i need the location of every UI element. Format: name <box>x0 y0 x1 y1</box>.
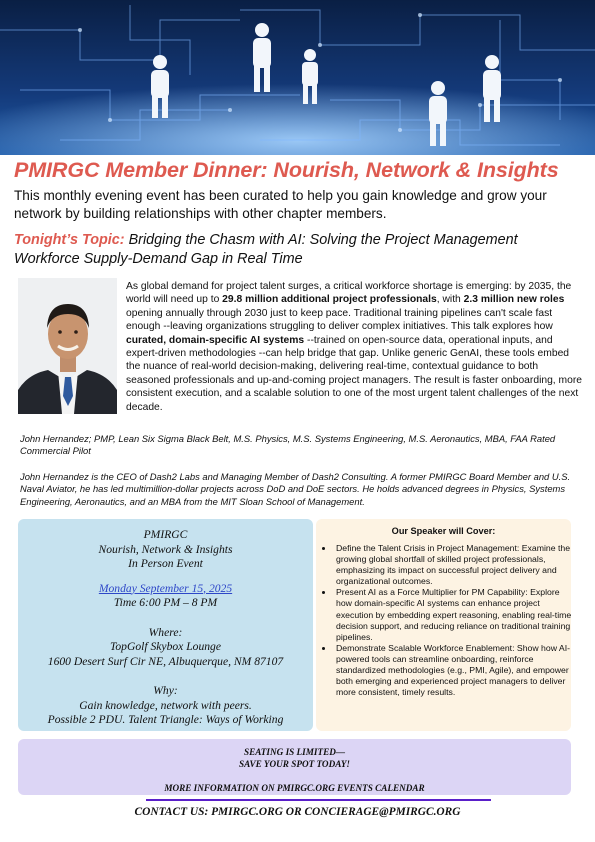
speaker-credentials: John Hernandez; PMP, Lean Six Sigma Black Belt, M.S. Physics, M.S. Systems Engineering, M.S. Aeronautics, MBA, FAA Rated Commercial Pilot <box>20 433 556 457</box>
abstract-text-1: As global demand for project talent surges, a critical workforce shortage is emerging: by 2035, the world will need up to <box>126 281 572 306</box>
circuit-board-figurines-illustration <box>0 0 595 155</box>
seating-notice-box <box>18 739 571 795</box>
topic-label: Tonight’s Topic: <box>14 232 125 248</box>
talk-topic <box>14 231 586 269</box>
event-date-link[interactable]: Monday September 15, 2025 <box>98 581 233 595</box>
abstract-highlight-1: 29.8 million additional project professionals <box>222 294 437 306</box>
topic-text: Bridging the Chasm with AI: Solving the Project Management Workforce Supply-Demand Gap in Real Time <box>14 232 518 267</box>
abstract-highlight-2: 2.3 million new roles <box>463 294 565 306</box>
speaker-photo <box>18 278 117 414</box>
event-address: 1600 Desert Surf Cir NE, Albuquerque, NM 87107 <box>47 654 284 668</box>
event-name: Nourish, Network & Insights <box>98 542 233 556</box>
abstract-highlight-3: curated, domain-specific AI systems <box>126 334 305 346</box>
speaker-topics-list <box>322 543 574 698</box>
event-details-box <box>18 519 313 731</box>
event-venue: TopGolf Skybox Lounge <box>110 640 221 653</box>
speaker-bio: John Hernandez is the CEO of Dash2 Labs and Managing Member of Dash2 Consulting. A former PMIRGC Board Member and U.S. Naval Aviator, he has led multimillion-dollar projects across DoD and DoE sectors. He holds advanced degrees in Physics, Systems Engineering, Aeronautics, and an MBA from the MIT Sloan School of Management. <box>20 471 571 507</box>
talk-abstract <box>126 280 582 414</box>
speaker-topics-heading: Our Speaker will Cover: <box>391 526 496 536</box>
event-type: In Person Event <box>128 557 203 570</box>
more-info-link[interactable]: MORE INFORMATION ON PMIRGC.ORG EVENTS CALENDAR <box>164 783 425 793</box>
event-pdu: Possible 2 PDU. Talent Triangle: Ways of Working <box>47 713 284 726</box>
abstract-text-3: opening annually through 2030 just to keep pace. Traditional training pipelines can't scale fast enough --leaving organizations struggling to deliver complex initiatives. This talk explores how <box>126 307 553 333</box>
list-item: • Demonstrate Scalable Workforce Enablement: Show how AI-powered tools can streamline onboarding, reinforce standardized methodologies (e.g., PMI, Agile), and empower both emerging and experienced project managers to deliver more consistent, timely results. <box>334 643 574 698</box>
divider-line <box>146 799 491 801</box>
seating-line-2: SAVE YOUR SPOT TODAY! <box>238 758 351 769</box>
event-why: Gain knowledge, network with peers. <box>79 698 252 712</box>
abstract-text-2: , with <box>436 294 464 306</box>
event-title: PMIRGC Member Dinner: Nourish, Network & Insights <box>14 158 559 182</box>
event-org: PMIRGC <box>143 528 188 541</box>
event-time: Time 6:00 PM – 8 PM <box>113 596 218 609</box>
list-item: • Present AI as a Force Multiplier for PM Capability: Explore how domain-specific AI systems can enhance project execution by embedding expert reasoning, enabling real-time decision support, and reducing reliance on traditional training pipelines. <box>334 587 574 642</box>
seating-message <box>18 747 571 770</box>
speaker-topics-box <box>316 519 571 731</box>
contact-info[interactable]: CONTACT US: PMIRGC.ORG OR CONCIERAGE@PMIRGC.ORG <box>134 806 461 818</box>
why-label: Why: <box>153 684 178 697</box>
abstract-text-4: --trained on open-source data, operational inputs, and expert-driven methodologies --can help bridge that gap. Unlike generic GenAI, these tools embed the nuance of real-world decision-making, delivering real-time, contextual guidance to both seasoned professionals and up-and-coming project managers. The result is faster onboarding, more consistent execution, and a scalable solution to one of the most urgent talent challenges of the next decade. <box>126 334 582 413</box>
seating-line-1: SEATING IS LIMITED— <box>243 747 346 757</box>
where-label: Where: <box>148 625 183 639</box>
speaker-portrait-illustration <box>18 278 117 414</box>
event-intro: This monthly evening event has been curated to help you gain knowledge and grow your network by building relationships with other chapter members. <box>14 188 547 221</box>
hero-banner-image <box>0 0 595 155</box>
list-item: • Define the Talent Crisis in Project Management: Examine the growing global shortfall of skilled project professionals, emphasizing its impact on successful project delivery and organizational outcomes. <box>334 543 574 587</box>
